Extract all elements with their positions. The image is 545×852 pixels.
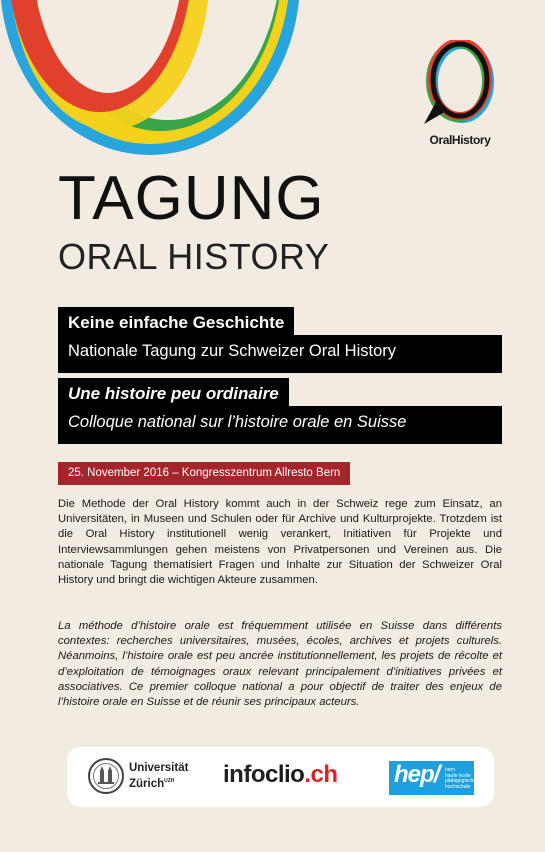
sponsor-logos-panel [67, 747, 494, 807]
hep-subtitle-line: hochschule [445, 783, 471, 790]
german-heading: Keine einfache Geschichte [58, 307, 294, 338]
decorative-swirl [0, 0, 300, 170]
uzh-logo [87, 757, 188, 795]
page-subtitle: ORAL HISTORY [58, 236, 330, 277]
oralhistory-logo [420, 40, 500, 147]
page-title: TAGUNG [58, 164, 325, 233]
german-description: Die Methode der Oral History kommt auch in der Schweiz rege zum Einsatz, an Universitäten, in Museen und Schulen oder für Archive und Kulturprojekte. Trotzdem ist die Oral History institutionell wenig verankert, Initiativen für Projekte und Interviewsammlungen gehen meistens von Privatpersonen und Vereinen aus. Die nationale Tagung thematisiert Fragen und Inhalte zur Situation der Schweizer Oral History und bringt die wichtigen Akteure zusammen. [58, 498, 502, 587]
hep-subtitle-line: haute école [445, 772, 471, 779]
logo-caption: OralHistory [429, 133, 491, 147]
uzh-name-line2: Zürich [129, 777, 165, 790]
uzh-seal-icon [87, 757, 125, 795]
oral-history-o-icon [420, 40, 500, 126]
infoclio-part-info: info [223, 761, 265, 788]
french-description: La méthode d’histoire orale est fréquemment utilisée en Suisse dans différents contextes: recherches universitaires, musées, écoles, archives et projets culturels. Néanmoins, l’histoire orale est peu ancrée institutionnellement, les projets de récolte et d’exploitation de témoignages oraux relevant principalement d’initiatives privées et associatives. Ce premier colloque national a pour objectif de traiter des enjeux de l’histoire orale en Suisse et de réunir ses principaux acteurs. [58, 620, 502, 709]
hep-logo [389, 761, 477, 795]
event-date-location: 25. November 2016 – Kongresszentrum Allresto Bern [58, 462, 350, 485]
infoclio-logo [223, 761, 338, 789]
infoclio-part-ch: .ch [304, 761, 338, 788]
hep-subtitle [445, 768, 476, 790]
uzh-name-line1: Universität [129, 761, 189, 774]
infoclio-part-clio: clio [264, 761, 305, 788]
german-subheading: Nationale Tagung zur Schweizer Oral History [58, 335, 502, 373]
french-subheading: Colloque national sur l’histoire orale en Suisse [58, 406, 502, 444]
french-heading: Une histoire peu ordinaire [58, 378, 289, 409]
hep-subtitle-line: pädagogische [445, 778, 477, 784]
hep-subtitle-line: bern [445, 767, 456, 773]
uzh-abbrev: UZH [164, 777, 175, 784]
hep-wordmark: hep/ [394, 761, 440, 788]
